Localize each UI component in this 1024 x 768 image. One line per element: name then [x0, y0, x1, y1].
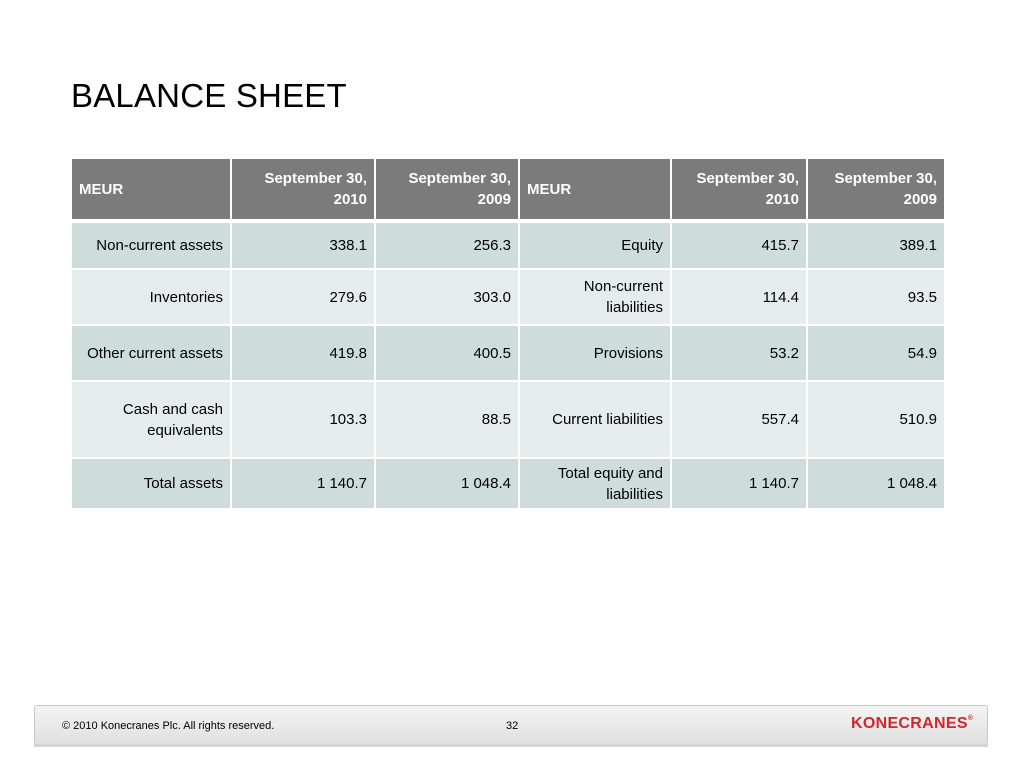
table-cell: 114.4 — [672, 270, 808, 326]
table-cell: 1 048.4 — [376, 459, 520, 510]
table-cell: 93.5 — [808, 270, 944, 326]
col-header-meur-assets: MEUR — [72, 159, 232, 223]
col-header-assets-2009: September 30, 2009 — [376, 159, 520, 223]
table-cell: 53.2 — [672, 326, 808, 382]
table-cell: 103.3 — [232, 382, 376, 459]
table-cell: Non-current liabilities — [520, 270, 672, 326]
table-cell: 54.9 — [808, 326, 944, 382]
table-cell: 400.5 — [376, 326, 520, 382]
table-cell: 419.8 — [232, 326, 376, 382]
table-cell: 303.0 — [376, 270, 520, 326]
table-cell: Other current assets — [72, 326, 232, 382]
table-header-row — [72, 159, 944, 223]
table-cell: Total assets — [72, 459, 232, 510]
footer-divider — [34, 744, 988, 747]
col-header-assets-2010: September 30, 2010 — [232, 159, 376, 223]
table-cell: 1 048.4 — [808, 459, 944, 510]
copyright-text: © 2010 Konecranes Plc. All rights reserved. — [62, 720, 275, 732]
page-title: BALANCE SHEET — [71, 77, 347, 114]
table-cell: 279.6 — [232, 270, 376, 326]
table-row — [72, 382, 944, 459]
table-cell: Non-current assets — [72, 223, 232, 270]
table-cell: 1 140.7 — [232, 459, 376, 510]
footer-bar — [34, 705, 988, 745]
table-cell: 256.3 — [376, 223, 520, 270]
table-cell: 389.1 — [808, 223, 944, 270]
konecranes-logo — [851, 715, 973, 733]
logo-registered-mark: ® — [967, 715, 974, 722]
table-cell: 338.1 — [232, 223, 376, 270]
col-header-liabilities-2009: September 30, 2009 — [808, 159, 944, 223]
table-cell: Equity — [520, 223, 672, 270]
table-cell: 88.5 — [376, 382, 520, 459]
col-header-liabilities-2010: September 30, 2010 — [672, 159, 808, 223]
table-cell: Total equity and liabilities — [520, 459, 672, 510]
table-row — [72, 270, 944, 326]
table-cell: 1 140.7 — [672, 459, 808, 510]
table-cell: Current liabilities — [520, 382, 672, 459]
table-cell: Inventories — [72, 270, 232, 326]
page-number: 32 — [506, 720, 519, 732]
table-cell: Provisions — [520, 326, 672, 382]
table-row — [72, 223, 944, 270]
table-row — [72, 326, 944, 382]
table-cell: 415.7 — [672, 223, 808, 270]
table-row — [72, 459, 944, 510]
balance-sheet-table-wrap — [72, 159, 944, 510]
balance-sheet-table — [72, 159, 944, 510]
table-cell: Cash and cash equivalents — [72, 382, 232, 459]
col-header-meur-liabilities: MEUR — [520, 159, 672, 223]
logo-text: KONECRANES — [851, 715, 968, 732]
table-cell: 557.4 — [672, 382, 808, 459]
table-cell: 510.9 — [808, 382, 944, 459]
